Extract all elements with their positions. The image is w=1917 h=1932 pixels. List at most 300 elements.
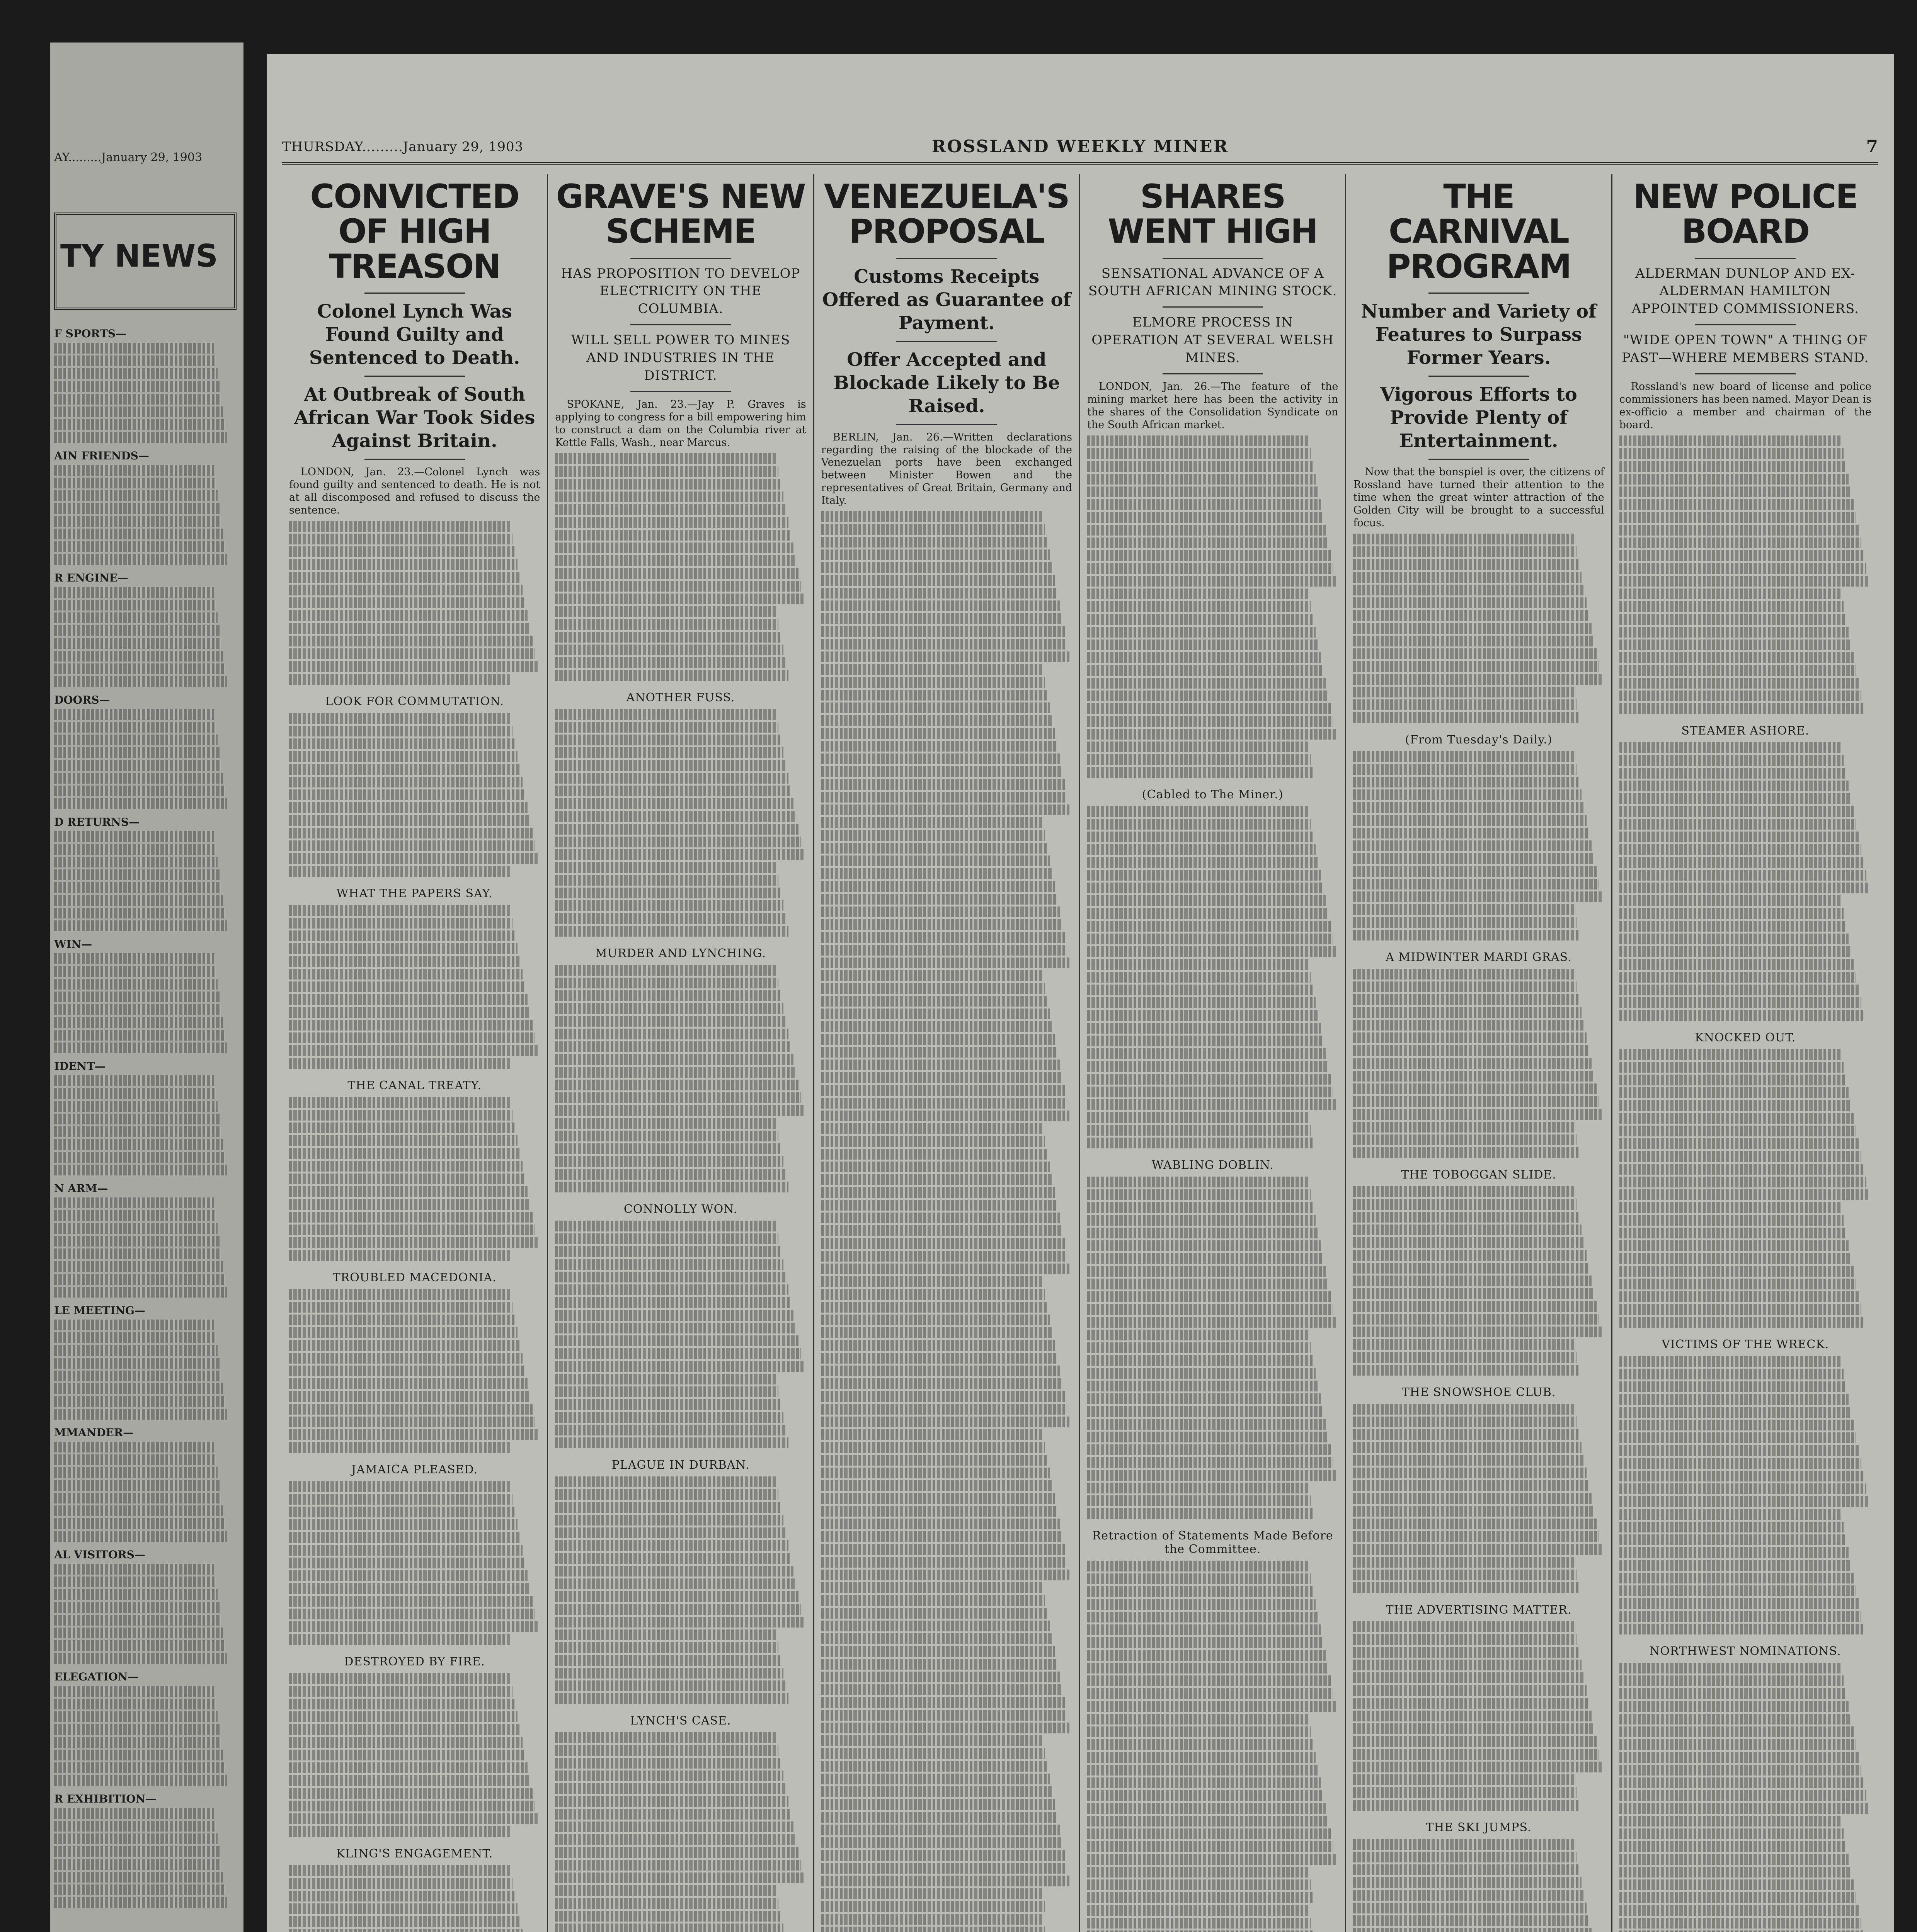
illegible-text-line [1619,959,1854,970]
illegible-text-line [1619,601,1844,612]
illegible-text-line [1619,1356,1841,1367]
illegible-text-line [1619,1075,1846,1085]
illegible-text-line [1353,802,1584,813]
illegible-text-line [289,777,523,787]
illegible-text-line [1353,597,1587,608]
article-lead-paragraph: LONDON, Jan. 26.—The feature of the mining market here has been the activity in the shares of the Consolidation Syndicate on the South African market. [1087,381,1338,431]
illegible-text-line [821,639,1067,650]
illegible-text-line [1619,1714,1851,1725]
illegible-text-line [821,1429,1042,1440]
illegible-text-line [54,554,227,565]
illegible-text-line [555,1067,796,1078]
illegible-text-line [555,492,783,502]
illegible-text-line [555,786,791,796]
illegible-text-line [1087,1777,1321,1788]
article-deck-secondary: Vigorous Efforts to Provide Plenty of Entertainment. [1380,383,1577,452]
illegible-text-line [1087,1726,1311,1737]
illegible-text-line [54,1602,220,1613]
illegible-text-line [1619,1202,1841,1213]
illegible-text-line [1619,1547,1849,1558]
illegible-text-line [289,1020,533,1031]
illegible-text-line [1619,1381,1846,1392]
illegible-text-line [54,1236,220,1247]
illegible-text-line [1087,729,1336,740]
illegible-text-line [289,1878,512,1889]
illegible-text-line [1087,1010,1318,1021]
illegible-text-line [1619,627,1849,638]
illegible-text-line [1353,1762,1602,1772]
illegible-text-line [1619,870,1866,881]
illegible-text-line [1619,1010,1864,1021]
illegible-text-line [1087,1508,1313,1519]
illegible-text-line [289,1429,538,1440]
deck-rule [896,341,997,342]
left-page-section-head: DOORS— [54,694,110,706]
illegible-text-line [289,1801,535,1811]
illegible-text-line [289,1237,538,1248]
illegible-text-line [289,1340,520,1351]
illegible-text-line [1619,576,1869,587]
left-page-title-box [54,213,237,310]
illegible-text-line [1353,1429,1579,1440]
illegible-text-line [555,1105,804,1116]
illegible-text-line [555,1693,788,1704]
illegible-text-line [1353,1774,1574,1785]
illegible-text-line [821,919,1062,930]
illegible-text-line [1353,1582,1579,1593]
illegible-text-line [54,1274,225,1285]
illegible-text-line [821,983,1045,994]
illegible-text-line [1353,1749,1599,1760]
illegible-text-line [1087,678,1326,689]
illegible-text-line [555,798,793,809]
illegible-text-line [821,1684,1062,1695]
illegible-text-line [289,789,525,800]
illegible-text-line [555,568,798,579]
illegible-text-line [1087,1905,1308,1916]
illegible-text-line [289,1583,530,1594]
illegible-text-line [821,1557,1067,1568]
illegible-text-line [1087,588,1308,599]
illegible-text-line [289,1481,510,1492]
illegible-text-line [1619,1087,1849,1098]
illegible-text-line [555,1323,796,1333]
illegible-text-line [821,715,1052,726]
illegible-text-line [289,1929,523,1932]
illegible-text-line [1087,1752,1316,1763]
illegible-text-line [289,840,535,851]
illegible-text-line [1353,1519,1597,1529]
illegible-text-line [555,1796,788,1807]
illegible-text-line [289,1212,533,1223]
illegible-text-line [555,1437,788,1448]
illegible-text-line [1087,614,1313,625]
illegible-text-line [54,895,223,906]
illegible-text-line [289,1417,535,1427]
illegible-text-line [821,511,1042,522]
illegible-text-line [54,419,225,430]
illegible-text-line [555,619,778,630]
illegible-text-line [1087,1714,1308,1725]
illegible-text-line [555,1834,796,1845]
illegible-text-line [821,1200,1057,1211]
illegible-text-line [821,1162,1050,1172]
illegible-text-line [555,1758,781,1769]
illegible-text-line [54,478,216,488]
illegible-text-line [821,741,1057,752]
illegible-text-line [821,932,1065,943]
illegible-text-line [1087,946,1336,957]
illegible-text-line [1353,546,1577,557]
illegible-text-line [821,1340,1055,1351]
illegible-text-line [1087,1841,1333,1852]
illegible-text-line [1619,908,1844,919]
deck-rule [1163,306,1263,308]
illegible-text-line [1619,1062,1844,1073]
illegible-text-line [1619,1164,1864,1175]
illegible-text-line [1353,828,1589,838]
illegible-text-line [821,1111,1070,1121]
illegible-text-line [1353,1404,1574,1415]
illegible-text-line [54,1126,221,1137]
illegible-text-line [821,1123,1042,1134]
illegible-text-line [555,1029,788,1039]
illegible-text-line [555,1233,778,1244]
illegible-text-line [1087,1061,1328,1072]
illegible-text-line [821,855,1050,866]
article-headline: VENEZUELA'S PROPOSAL [824,177,1069,251]
article-headline: GRAVE'S NEW SCHEME [556,177,805,251]
illegible-text-line [289,1686,512,1697]
illegible-text-line [821,1735,1042,1746]
illegible-text-line [289,521,510,532]
illegible-text-line [1087,1495,1311,1506]
illegible-text-line [1619,1432,1856,1443]
illegible-text-line [289,853,538,864]
article-subhead: (Cabled to The Miner.) [1142,787,1284,801]
illegible-text-line [555,1809,791,1820]
article-subhead: A MIDWINTER MARDI GRAS. [1386,950,1572,964]
illegible-text-line [1087,1663,1328,1673]
illegible-text-line [1353,1634,1577,1645]
illegible-text-line [1087,754,1311,765]
illegible-text-line [1087,1125,1311,1136]
illegible-text-line [1087,601,1311,612]
illegible-text-line [555,504,786,515]
illegible-text-line [555,606,776,617]
illegible-text-line [1353,1890,1584,1901]
illegible-text-line [821,1072,1062,1083]
illegible-text-line [1619,1534,1846,1545]
illegible-text-line [54,1564,214,1575]
illegible-text-line [1619,1918,1861,1929]
illegible-text-line [1087,537,1328,548]
illegible-text-line [289,1327,518,1338]
illegible-text-line [821,575,1055,586]
illegible-text-line [1619,934,1849,944]
illegible-text-line [1087,486,1318,497]
illegible-text-line [54,1653,227,1664]
illegible-text-line [54,1699,216,1709]
illegible-text-line [54,966,216,977]
illegible-text-line [54,1139,223,1150]
illegible-text-line [1353,687,1574,697]
article-subhead: KLING'S ENGAGEMENT. [336,1847,493,1861]
illegible-text-line [555,1297,791,1308]
illegible-text-line [555,1553,791,1564]
illegible-text-line [54,343,214,354]
article-headline: NEW POLICE BOARD [1633,177,1857,251]
illegible-text-line [54,786,225,796]
illegible-text-line [555,1246,781,1257]
illegible-text-line [555,1604,801,1615]
illegible-text-line [555,645,783,655]
illegible-text-line [54,1030,225,1041]
illegible-text-line [555,990,781,1001]
illegible-text-line [289,1161,523,1172]
illegible-text-line [54,1454,216,1465]
illegible-text-line [1619,1420,1854,1430]
illegible-text-line [555,1872,804,1883]
illegible-text-line [821,1659,1057,1670]
illegible-text-line [1619,1215,1844,1226]
illegible-text-line [1353,917,1577,928]
illegible-text-line [1619,652,1854,663]
illegible-text-line [821,1914,1042,1925]
article-subhead: THE ADVERTISING MATTER. [1386,1603,1572,1617]
illegible-text-line [1087,1393,1321,1404]
illegible-text-line [821,1723,1070,1733]
illegible-text-line [289,828,533,838]
illegible-text-line [1087,1637,1323,1648]
illegible-text-line [1087,1444,1331,1455]
deck-rule [364,459,465,460]
illegible-text-line [1087,1406,1323,1417]
illegible-text-line [54,1686,214,1697]
illegible-text-line [1353,1365,1579,1376]
illegible-text-line [555,1885,776,1896]
illegible-text-line [1087,1765,1318,1776]
illegible-text-line [1353,1327,1602,1337]
illegible-text-line [289,713,510,724]
illegible-text-line [289,1148,520,1159]
illegible-text-line [1087,499,1321,510]
illegible-text-line [289,1378,528,1389]
illegible-text-line [821,524,1045,535]
illegible-text-line [821,1289,1045,1300]
illegible-text-line [1087,1790,1323,1801]
illegible-text-line [555,1923,783,1932]
illegible-text-line [821,894,1057,905]
illegible-text-line [1353,1531,1599,1542]
illegible-text-line [821,1850,1065,1861]
illegible-text-line [1619,781,1849,791]
illegible-text-line [821,1901,1045,1912]
illegible-text-line [289,1737,523,1748]
illegible-text-line [1087,742,1308,752]
illegible-text-line [289,981,525,992]
illegible-text-line [555,722,778,733]
illegible-text-line [54,638,221,649]
illegible-text-line [1619,1483,1866,1494]
illegible-text-line [1087,1688,1333,1699]
deck-rule [1695,373,1796,374]
illegible-text-line [54,355,216,366]
illegible-text-line [821,881,1055,892]
illegible-text-line [1619,1777,1864,1788]
illegible-text-line [54,1261,223,1272]
article-subhead: PLAGUE IN DURBAN. [611,1458,750,1472]
article-subhead: KNOCKED OUT. [1695,1031,1796,1044]
illegible-text-line [821,1799,1055,1810]
illegible-text-line [821,1187,1055,1198]
illegible-text-line [555,1156,783,1167]
article-subhead: VICTIMS OF THE WRECK. [1662,1337,1829,1351]
illegible-text-line [54,1004,221,1015]
illegible-text-line [289,930,515,941]
illegible-text-line [555,926,788,937]
illegible-text-line [1619,525,1859,536]
illegible-text-line [1353,1800,1579,1811]
illegible-text-line [1353,764,1577,775]
illegible-text-line [1619,1930,1864,1932]
illegible-text-line [289,674,510,685]
illegible-text-line [1619,1598,1859,1609]
illegible-text-line [54,1114,220,1124]
illegible-text-line [1087,832,1313,842]
article-deck-secondary: "WIDE OPEN TOWN" A THING OF PAST—WHERE MEMBERS STAND. [1622,332,1869,366]
illegible-text-line [289,1545,523,1556]
illegible-text-line [54,773,223,784]
illegible-text-line [555,1745,778,1756]
illegible-text-line [289,1225,535,1235]
illegible-text-line [54,406,223,417]
illegible-text-line [54,1833,218,1844]
illegible-text-line [1619,883,1869,893]
illegible-text-line [1619,1522,1844,1532]
illegible-text-line [1353,1263,1589,1274]
illegible-text-line [1353,1480,1589,1491]
illegible-text-line [1619,844,1861,855]
illegible-text-line [1353,661,1599,672]
illegible-text-line [821,817,1042,828]
illegible-text-line [555,1655,781,1666]
illegible-text-line [54,735,218,745]
illegible-text-line [54,1101,218,1112]
illegible-text-line [555,1221,776,1231]
article-subhead: ANOTHER FUSS. [626,690,735,704]
illegible-text-line [1087,1483,1308,1493]
illegible-text-line [1619,1663,1841,1673]
illegible-text-line [1087,1317,1336,1328]
article-headline: THE CARNIVAL PROGRAM [1386,177,1571,286]
illegible-text-line [821,1646,1055,1657]
illegible-text-line [821,728,1055,739]
illegible-text-line [1087,1650,1326,1661]
illegible-text-line [1619,1765,1861,1776]
article-subhead: WABLING DOBLIN. [1151,1158,1274,1172]
illegible-text-line [1087,1867,1308,1878]
illegible-text-line [1353,1134,1577,1145]
left-page-text [54,321,236,1910]
illegible-text-line [821,1837,1062,1848]
illegible-text-line [821,1468,1050,1478]
article-lead-paragraph: Rossland's new board of license and police commissioners has been named. Mayor Dean is ex-officio a member and chairman of the board. [1619,381,1871,431]
illegible-text-line [1087,1470,1336,1481]
illegible-text-line [1353,1672,1584,1683]
illegible-text-line [1087,1023,1321,1034]
illegible-text-line [821,651,1070,662]
illegible-text-line [1619,742,1841,753]
article-subhead: MURDER AND LYNCHING. [595,946,766,960]
illegible-text-line [1353,904,1574,915]
article-column [814,174,1080,1932]
illegible-text-line [1353,1544,1602,1555]
illegible-text-line [1619,806,1854,817]
illegible-text-line [54,722,216,733]
illegible-text-line [1619,1126,1856,1136]
illegible-text-line [555,849,804,860]
illegible-text-line [1619,1458,1861,1469]
illegible-text-line [1353,1301,1597,1312]
illegible-text-line [289,1775,530,1786]
illegible-text-line [289,623,530,634]
illegible-text-line [289,764,520,775]
illegible-text-line [1087,1586,1313,1597]
illegible-text-line [1619,512,1856,523]
illegible-text-line [289,1724,520,1735]
illegible-text-line [1353,1352,1577,1363]
illegible-text-line [54,1518,225,1529]
illegible-text-line [1087,563,1333,574]
illegible-text-line [54,368,218,379]
illegible-text-line [821,996,1047,1007]
illegible-text-line [1619,1407,1851,1418]
illegible-text-line [1087,972,1311,983]
illegible-text-line [54,529,223,539]
illegible-text-line [54,992,220,1002]
illegible-text-line [1353,930,1579,940]
illegible-text-line [54,676,227,687]
illegible-text-line [1087,934,1333,944]
masthead [282,139,1878,165]
illegible-text-line [1619,1905,1859,1916]
illegible-text-line [1087,1202,1313,1213]
illegible-text-line [1353,1915,1589,1926]
illegible-text-line [555,1476,776,1487]
illegible-text-line [54,1505,223,1516]
illegible-text-line [1353,1147,1579,1158]
illegible-text-line [555,1540,788,1551]
article-deck: SENSATIONAL ADVANCE OF A SOUTH AFRICAN MINING STOCK. [1088,265,1337,299]
left-page-title: TY NEWS [60,238,218,274]
article-lead-paragraph: BERLIN, Jan. 26.—Written declarations regarding the raising of the blockade of the Venezuelan ports have been exchanged between Minister Bowen and the representatives of Great Britain, Germany and Italy. [821,431,1072,507]
illegible-text-line [54,394,221,405]
illegible-text-line [289,1596,533,1607]
illegible-text-line [1353,1058,1592,1069]
illegible-text-line [555,811,796,822]
illegible-text-line [1087,1099,1336,1110]
illegible-text-line [555,581,801,592]
illegible-text-line [1353,1864,1579,1875]
illegible-text-line [54,1775,227,1786]
illegible-text-line [1353,789,1582,800]
illegible-text-line [1353,623,1592,634]
illegible-text-line [1619,703,1864,714]
left-page-section-head: AL VISITORS— [54,1548,146,1561]
illegible-text-line [821,804,1070,815]
illegible-text-line [1087,1828,1331,1839]
